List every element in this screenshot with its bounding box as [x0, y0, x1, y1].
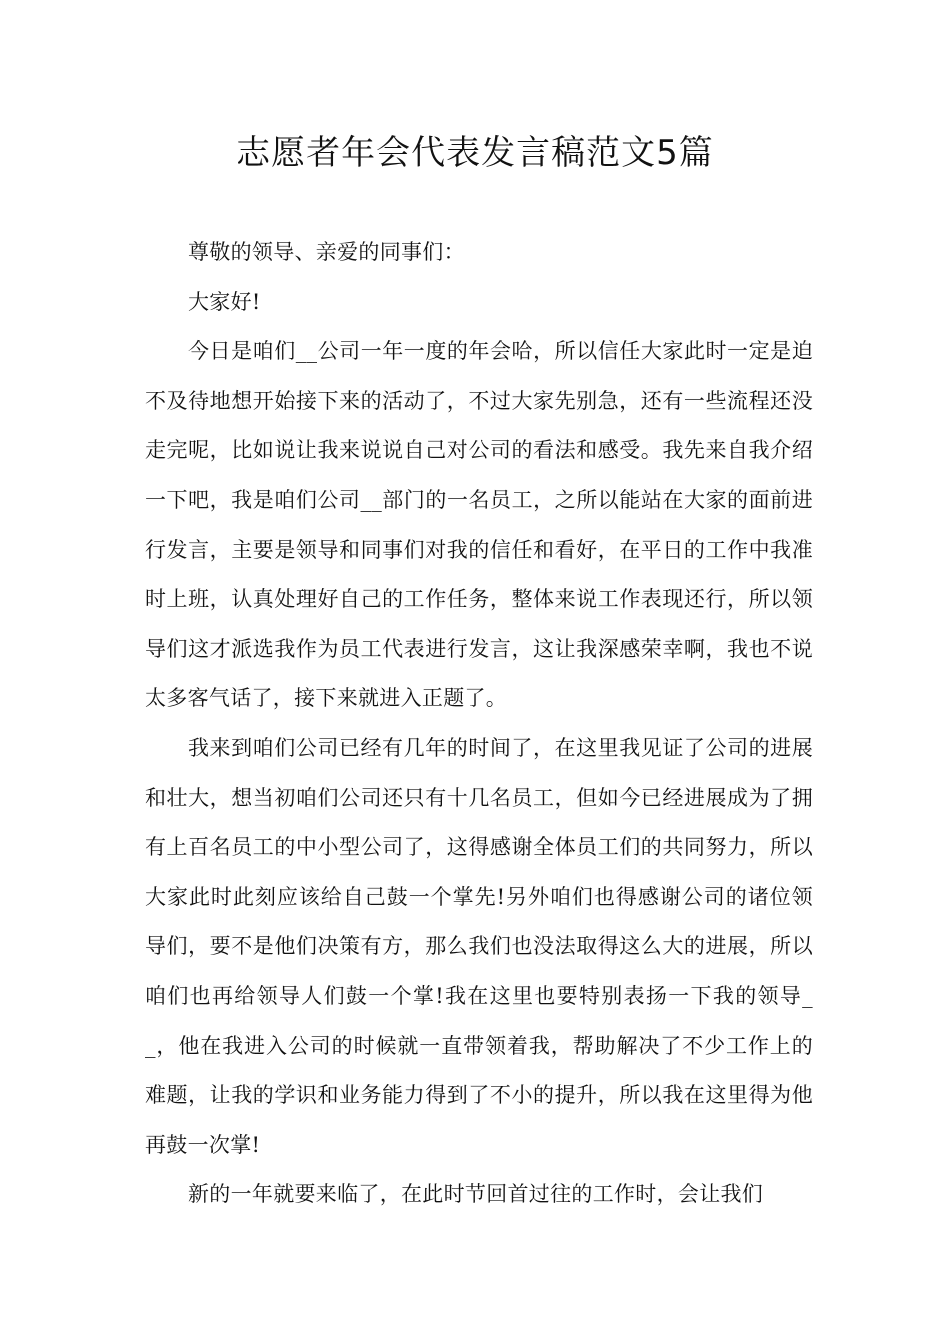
document-body — [145, 228, 813, 1220]
greeting-paragraph: 大家好! — [188, 289, 261, 314]
document-title: 志愿者年会代表发言稿范文5篇 — [236, 133, 714, 173]
body-paragraph-3: 新的一年就要来临了，在此时节回首过往的工作时，会让我们 — [188, 1182, 764, 1207]
body-paragraph-1: 今日是咱们__公司一年一度的年会哈，所以信任大家此时一定是迫不及待地想开始接下来的活动了，不过大家先别急，还有一些流程还没走完呢，比如说让我来说说自己对公司的看法和感受。我先来自我介绍一下吧，我是咱们公司__部门的一名员工，之所以能站在大家的面前进行发言，主要是领导和同事们对我的信任和看好，在平日的工作中我准时上班，认真处理好自己的工作任务，整体来说工作表现还行，所以领导们这才派选我作为员工代表进行发言，这让我深感荣幸啊，我也不说太多客气话了，接下来就进入正题了。 — [145, 339, 813, 711]
body-paragraph-2: 我来到咱们公司已经有几年的时间了，在这里我见证了公司的进展和壮大，想当初咱们公司还只有十几名员工，但如今已经进展成为了拥有上百名员工的中小型公司了，这得感谢全体员工们的共同努力，所以大家此时此刻应该给自己鼓一个掌先!另外咱们也得感谢公司的诸位领导们，要不是他们决策有方，那么我们也没法取得这么大的进展，所以咱们也再给领导人们鼓一个掌!我在这里也要特别表扬一下我的领导__，他在我进入公司的时候就一直带领着我，帮助解决了不少工作上的难题，让我的学识和业务能力得到了不小的提升，所以我在这里得为他再鼓一次掌! — [145, 735, 813, 1157]
salutation-paragraph: 尊敬的领导、亲爱的同事们： — [188, 240, 465, 264]
